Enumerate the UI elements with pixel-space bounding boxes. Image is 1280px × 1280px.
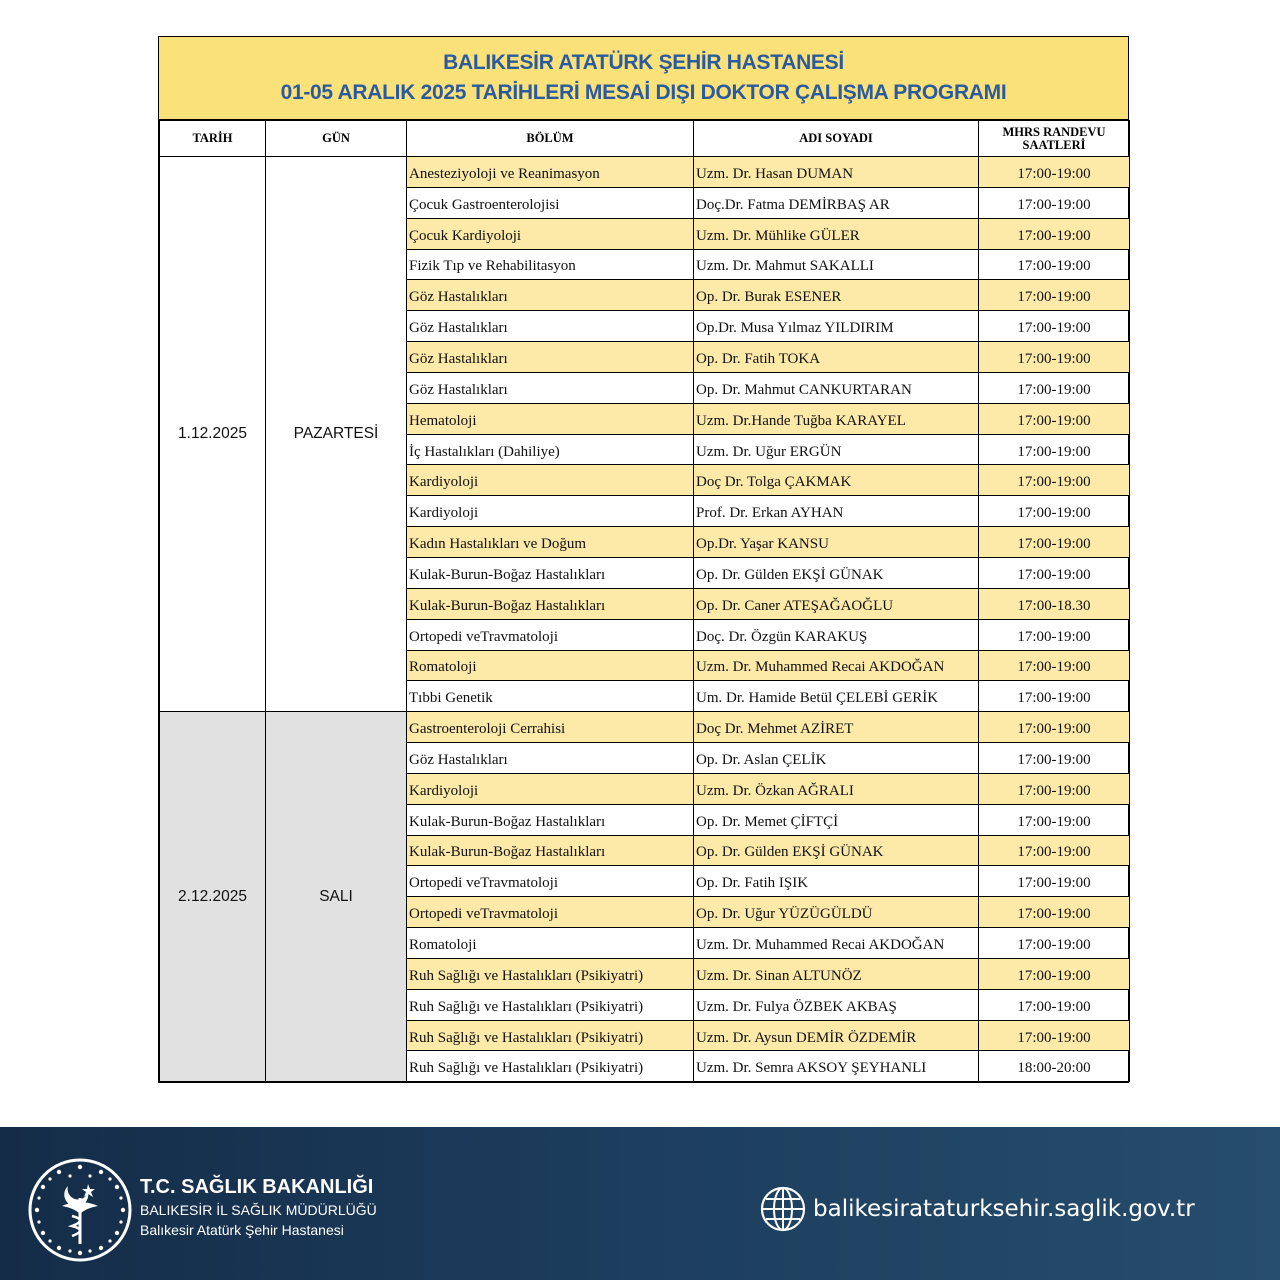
doctor-name-cell: Doç. Dr. Özgün KARAKUŞ [694, 619, 979, 650]
hours-cell: 17:00-19:00 [979, 989, 1130, 1020]
department-cell: Ortopedi veTravmatoloji [407, 866, 694, 897]
department-cell: Kardiyoloji [407, 465, 694, 496]
doctor-name-cell: Op. Dr. Memet ÇİFTÇİ [694, 804, 979, 835]
table-row [160, 712, 1130, 743]
department-cell: Kardiyoloji [407, 496, 694, 527]
department-cell: Hematoloji [407, 403, 694, 434]
hours-cell: 17:00-19:00 [979, 897, 1130, 928]
doctor-name-cell: Uzm. Dr. Mühlike GÜLER [694, 218, 979, 249]
hours-cell: 17:00-19:00 [979, 835, 1130, 866]
department-cell: Fizik Tıp ve Rehabilitasyon [407, 249, 694, 280]
department-cell: Ruh Sağlığı ve Hastalıkları (Psikiyatri) [407, 1020, 694, 1051]
hours-cell: 17:00-19:00 [979, 712, 1130, 743]
doctor-name-cell: Op. Dr. Burak ESENER [694, 280, 979, 311]
doctor-name-cell: Op. Dr. Uğur YÜZÜGÜLDÜ [694, 897, 979, 928]
hours-cell: 17:00-19:00 [979, 280, 1130, 311]
department-cell: Ruh Sağlığı ve Hastalıkları (Psikiyatri) [407, 989, 694, 1020]
department-cell: Çocuk Kardiyoloji [407, 218, 694, 249]
doctor-name-cell: Op. Dr. Aslan ÇELİK [694, 743, 979, 774]
hours-cell: 17:00-19:00 [979, 434, 1130, 465]
hours-cell: 17:00-19:00 [979, 958, 1130, 989]
doctor-name-cell: Uzm. Dr. Hasan DUMAN [694, 157, 979, 188]
doctor-name-cell: Um. Dr. Hamide Betül ÇELEBİ GERİK [694, 681, 979, 712]
hours-cell: 17:00-19:00 [979, 1020, 1130, 1051]
header-gun: GÜN [266, 121, 407, 157]
doctor-name-cell: Uzm. Dr. Aysun DEMİR ÖZDEMİR [694, 1020, 979, 1051]
department-cell: Çocuk Gastroenterolojisi [407, 187, 694, 218]
hours-cell: 17:00-19:00 [979, 311, 1130, 342]
department-cell: Kardiyoloji [407, 773, 694, 804]
doctor-name-cell: Uzm. Dr. Özkan AĞRALI [694, 773, 979, 804]
department-cell: Romatoloji [407, 650, 694, 681]
org-title: T.C. SAĞLIK BAKANLIĞI [140, 1176, 374, 1198]
department-cell: Ortopedi veTravmatoloji [407, 897, 694, 928]
doctor-name-cell: Uzm. Dr. Fulya ÖZBEK AKBAŞ [694, 989, 979, 1020]
table-row [160, 157, 1130, 188]
department-cell: İç Hastalıkları (Dahiliye) [407, 434, 694, 465]
department-cell: Tıbbi Genetik [407, 681, 694, 712]
header-tarih: TARİH [160, 121, 266, 157]
doctor-name-cell: Op. Dr. Mahmut CANKURTARAN [694, 372, 979, 403]
date-cell: 2.12.2025 [160, 712, 266, 1082]
doctor-name-cell: Op.Dr. Yaşar KANSU [694, 527, 979, 558]
department-cell: Kulak-Burun-Boğaz Hastalıkları [407, 835, 694, 866]
website-link[interactable]: balikesirataturksehir.saglik.gov.tr [813, 1196, 1195, 1222]
doctor-name-cell: Op. Dr. Gülden EKŞİ GÜNAK [694, 835, 979, 866]
header-bolum: BÖLÜM [407, 121, 694, 157]
doctor-name-cell: Doç Dr. Mehmet AZİRET [694, 712, 979, 743]
department-cell: Göz Hastalıkları [407, 311, 694, 342]
hours-cell: 17:00-19:00 [979, 496, 1130, 527]
department-cell: Kulak-Burun-Boğaz Hastalıkları [407, 557, 694, 588]
schedule-table [159, 120, 1130, 1082]
ministry-of-health-emblem-icon [26, 1156, 134, 1264]
doctor-name-cell: Op. Dr. Fatih TOKA [694, 342, 979, 373]
date-cell: 1.12.2025 [160, 157, 266, 712]
hours-cell: 17:00-19:00 [979, 465, 1130, 496]
hours-cell: 17:00-19:00 [979, 804, 1130, 835]
org-line-2: Balıkesir Atatürk Şehir Hastanesi [140, 1222, 344, 1238]
header-mhrs-line2: SAATLERİ [1022, 137, 1086, 152]
doctor-name-cell: Uzm. Dr. Sinan ALTUNÖZ [694, 958, 979, 989]
hours-cell: 17:00-19:00 [979, 527, 1130, 558]
hours-cell: 17:00-19:00 [979, 403, 1130, 434]
doctor-name-cell: Doç.Dr. Fatma DEMİRBAŞ AR [694, 187, 979, 218]
header-row [160, 121, 1130, 157]
program-title: 01-05 ARALIK 2025 TARİHLERİ MESAİ DIŞI DOKTOR ÇALIŞMA PROGRAMI [280, 81, 1007, 104]
department-cell: Romatoloji [407, 928, 694, 959]
department-cell: Ruh Sağlığı ve Hastalıkları (Psikiyatri) [407, 958, 694, 989]
header-mhrs [979, 121, 1130, 157]
doctor-name-cell: Op. Dr. Caner ATEŞAĞAOĞLU [694, 588, 979, 619]
organization-block [140, 1174, 377, 1240]
doctor-name-cell: Uzm. Dr. Muhammed Recai AKDOĞAN [694, 650, 979, 681]
doctor-name-cell: Doç Dr. Tolga ÇAKMAK [694, 465, 979, 496]
hours-cell: 17:00-19:00 [979, 342, 1130, 373]
hours-cell: 17:00-19:00 [979, 187, 1130, 218]
hours-cell: 17:00-19:00 [979, 773, 1130, 804]
department-cell: Kulak-Burun-Boğaz Hastalıkları [407, 588, 694, 619]
doctor-name-cell: Uzm. Dr. Uğur ERGÜN [694, 434, 979, 465]
department-cell: Kadın Hastalıkları ve Doğum [407, 527, 694, 558]
doctor-name-cell: Uzm. Dr.Hande Tuğba KARAYEL [694, 403, 979, 434]
doctor-name-cell: Op. Dr. Fatih IŞIK [694, 866, 979, 897]
department-cell: Göz Hastalıkları [407, 743, 694, 774]
hours-cell: 17:00-19:00 [979, 743, 1130, 774]
hours-cell: 17:00-18.30 [979, 588, 1130, 619]
day-cell: SALI [266, 712, 407, 1082]
hours-cell: 18:00-20:00 [979, 1051, 1130, 1082]
department-cell: Gastroenteroloji Cerrahisi [407, 712, 694, 743]
department-cell: Kulak-Burun-Boğaz Hastalıkları [407, 804, 694, 835]
doctor-name-cell: Op.Dr. Musa Yılmaz YILDIRIM [694, 311, 979, 342]
hours-cell: 17:00-19:00 [979, 157, 1130, 188]
hours-cell: 17:00-19:00 [979, 557, 1130, 588]
doctor-name-cell: Op. Dr. Gülden EKŞİ GÜNAK [694, 557, 979, 588]
hours-cell: 17:00-19:00 [979, 866, 1130, 897]
doctor-name-cell: Uzm. Dr. Muhammed Recai AKDOĞAN [694, 928, 979, 959]
hours-cell: 17:00-19:00 [979, 372, 1130, 403]
hours-cell: 17:00-19:00 [979, 928, 1130, 959]
schedule-body [160, 157, 1130, 1082]
hours-cell: 17:00-19:00 [979, 619, 1130, 650]
hours-cell: 17:00-19:00 [979, 249, 1130, 280]
hours-cell: 17:00-19:00 [979, 218, 1130, 249]
department-cell: Anesteziyoloji ve Reanimasyon [407, 157, 694, 188]
schedule-sheet [158, 36, 1129, 1083]
department-cell: Ortopedi veTravmatoloji [407, 619, 694, 650]
hospital-title: BALIKESİR ATATÜRK ŞEHİR HASTANESİ [443, 51, 844, 74]
doctor-name-cell: Uzm. Dr. Mahmut SAKALLI [694, 249, 979, 280]
globe-icon [759, 1185, 807, 1233]
department-cell: Göz Hastalıkları [407, 280, 694, 311]
day-cell: PAZARTESİ [266, 157, 407, 712]
title-block [159, 37, 1128, 120]
hours-cell: 17:00-19:00 [979, 650, 1130, 681]
doctor-name-cell: Uzm. Dr. Semra AKSOY ŞEYHANLI [694, 1051, 979, 1082]
doctor-name-cell: Prof. Dr. Erkan AYHAN [694, 496, 979, 527]
header-mhrs-line1: MHRS RANDEVU [1002, 124, 1106, 139]
hours-cell: 17:00-19:00 [979, 681, 1130, 712]
website-block[interactable] [759, 1185, 1195, 1233]
department-cell: Göz Hastalıkları [407, 342, 694, 373]
header-adi-soyadi: ADI SOYADI [694, 121, 979, 157]
department-cell: Göz Hastalıkları [407, 372, 694, 403]
footer-banner [0, 1127, 1280, 1280]
org-line-1: BALIKESİR İL SAĞLIK MÜDÜRLÜĞÜ [140, 1202, 377, 1218]
department-cell: Ruh Sağlığı ve Hastalıkları (Psikiyatri) [407, 1051, 694, 1082]
